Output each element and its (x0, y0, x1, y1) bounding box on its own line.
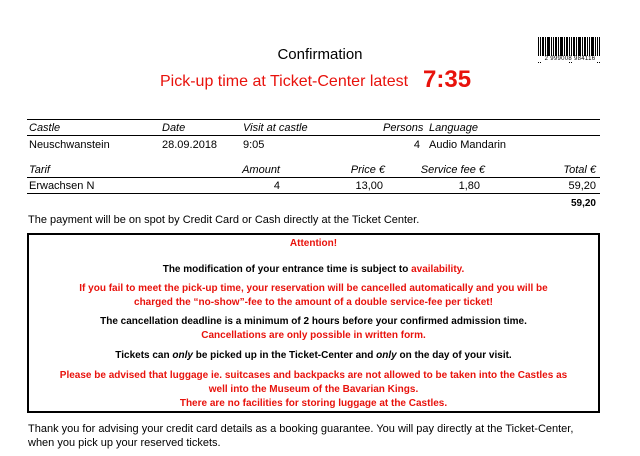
page-title: Confirmation (277, 46, 363, 63)
col-header-visit: Visit at castle (243, 122, 308, 134)
barcode-image (538, 37, 600, 67)
footer-line-2: when you pick up your reserved tickets. (28, 437, 221, 449)
cell-language: Audio Mandarin (429, 139, 507, 151)
table-top-rule (27, 119, 600, 120)
cell-visit-time: 9:05 (243, 139, 265, 151)
luggage-notice-1: Please be advised that luggage ie. suitcases and backpacks are not allowed to be taken into the Castles as (59, 370, 568, 381)
pickup-rule-part: Tickets can (115, 350, 173, 361)
cell-amount: 4 (273, 180, 280, 192)
cell-tarif: Erwachsen N (29, 180, 95, 192)
pickup-rule-emphasis: only (376, 350, 397, 361)
luggage-notice-2: well into the Museum of the Bavarian Kings. (208, 384, 419, 395)
total-rule (27, 193, 600, 194)
col-header-amount: Amount (242, 164, 280, 176)
payment-note: The payment will be on spot by Credit Card or Cash directly at the Ticket Center. (28, 214, 420, 226)
footer-line-1: Thank you for advising your credit card details as a booking guarantee. You will pay directly at the Ticket-Center, (28, 423, 574, 435)
pickup-rule-part: be picked up in the Ticket-Center and (192, 350, 377, 361)
col-header-service-fee: Service fee € (420, 164, 485, 176)
col-header-total: Total € (563, 164, 596, 176)
col-header-tarif: Tarif (29, 164, 50, 176)
col-header-persons: Persons (383, 122, 424, 134)
header-rule (27, 135, 600, 136)
col-header-date: Date (162, 122, 186, 134)
cell-persons: 4 (413, 139, 420, 151)
cancellation-deadline: The cancellation deadline is a minimum of 2 hours before your confirmed admission time. (100, 316, 527, 327)
cell-total: 59,20 (568, 180, 596, 192)
cell-date: 28.09.2018 (162, 139, 218, 151)
col-header-castle: Castle (29, 122, 61, 134)
cell-price: 13,00 (355, 180, 383, 192)
pickup-rule-emphasis: only (172, 350, 193, 361)
grand-total: 59,20 (570, 198, 596, 209)
cell-service-fee: 1,80 (458, 180, 480, 192)
no-show-notice-1: If you fail to meet the pick-up time, your reservation will be cancelled automatically and you will be (79, 283, 548, 294)
pickup-rule (27, 350, 600, 361)
tariff-header-rule (27, 177, 600, 178)
modification-notice (27, 264, 600, 275)
pickup-rule-part: on the day of your visit. (396, 350, 512, 361)
col-header-price: Price € (350, 164, 385, 176)
attention-heading: Attention! (289, 238, 338, 249)
no-show-notice-2: charged the “no-show”-fee to the amount of a double service-fee per ticket! (134, 297, 493, 308)
pickup-time: 7:35 (423, 66, 472, 93)
barcode-number: 2 999008 984116 (538, 56, 602, 62)
pickup-notice: Pick-up time at Ticket-Center latest (160, 73, 409, 90)
luggage-notice-3: There are no facilities for storing luggage at the Castles. (179, 398, 448, 409)
modification-text: The modification of your entrance time is subject to (162, 264, 412, 275)
col-header-language: Language (429, 122, 478, 134)
availability-text: availability. (411, 264, 465, 275)
cancellation-written: Cancellations are only possible in written form. (201, 330, 426, 341)
cell-castle: Neuschwanstein (29, 139, 110, 151)
